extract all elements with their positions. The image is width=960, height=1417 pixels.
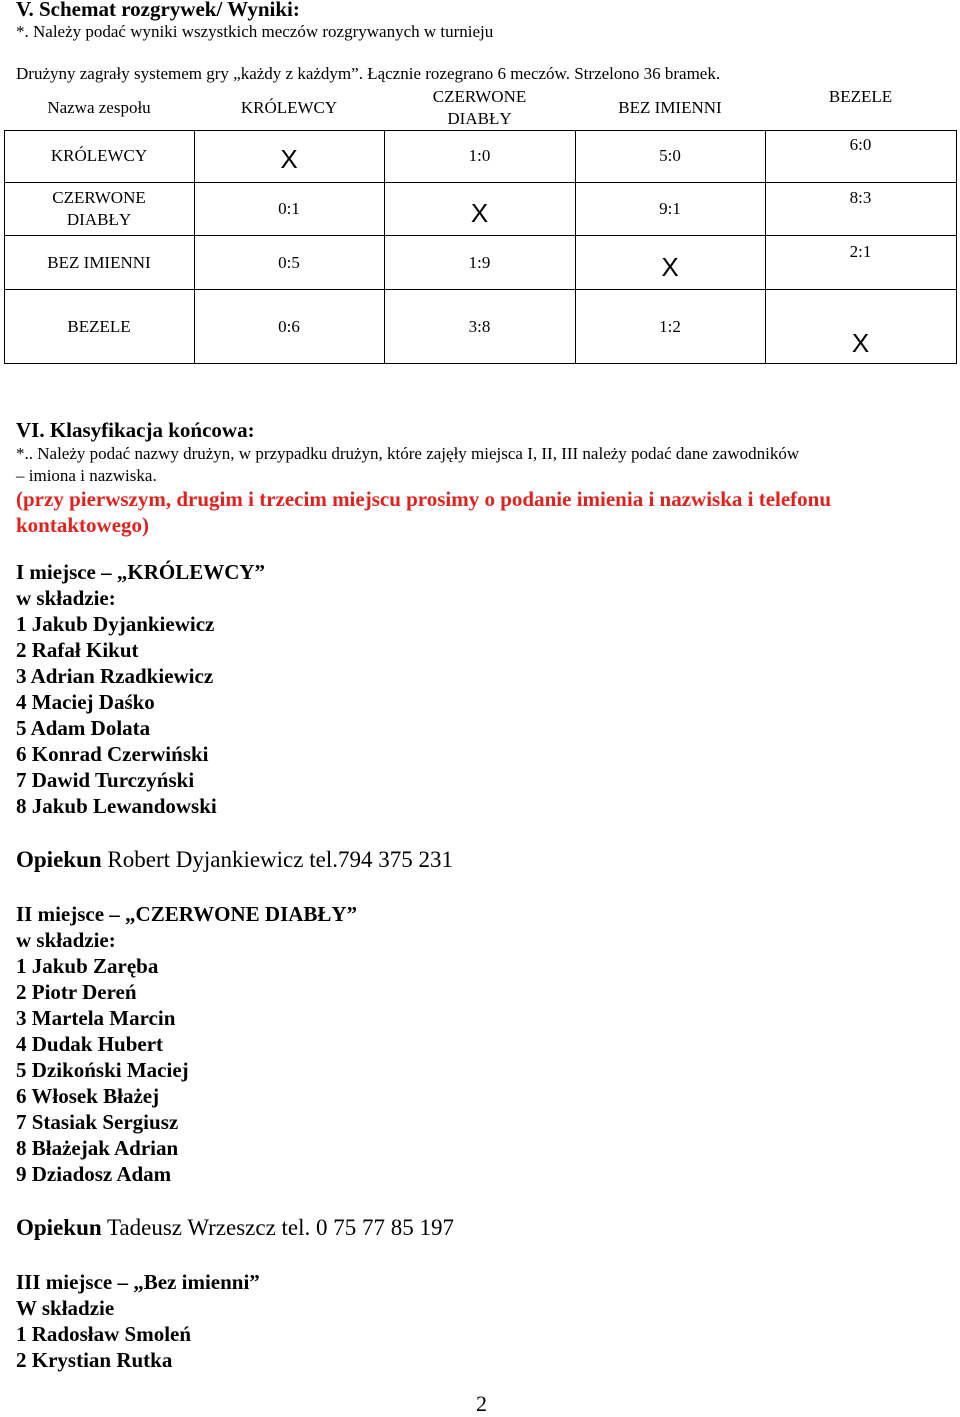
section-6-heading: VI. Klasyfikacja końcowa: bbox=[16, 418, 255, 442]
column-header-czerwone: CZERWONE bbox=[432, 87, 527, 106]
place-1-title: I miejsce – „KRÓLEWCY” bbox=[16, 560, 266, 584]
column-header-bezele: BEZELE bbox=[828, 87, 893, 106]
score-cell: 0:5 bbox=[278, 253, 300, 272]
cross-mark: X bbox=[851, 328, 870, 358]
score-cell: 5:0 bbox=[659, 146, 681, 165]
score-cell: 6:0 bbox=[849, 135, 872, 154]
table-rule bbox=[4, 182, 956, 183]
coach-label: Opiekun bbox=[16, 1215, 102, 1240]
place-2-coach bbox=[16, 1215, 454, 1241]
player-item: 9 Dziadosz Adam bbox=[16, 1162, 172, 1186]
score-cell: 0:6 bbox=[278, 317, 300, 336]
row-label: DIABŁY bbox=[66, 210, 132, 229]
player-item: 1 Jakub Dyjankiewicz bbox=[16, 612, 215, 636]
score-cell: 8:3 bbox=[849, 188, 872, 207]
table-rule bbox=[4, 130, 956, 131]
score-cell: 1:9 bbox=[468, 253, 491, 272]
player-item: 3 Martela Marcin bbox=[16, 1006, 176, 1030]
table-rule bbox=[4, 363, 956, 364]
player-item: 8 Błażejak Adrian bbox=[16, 1136, 179, 1160]
table-corner-header: Nazwa zespołu bbox=[47, 98, 151, 117]
place-2-title: II miejsce – „CZERWONE DIABŁY” bbox=[16, 902, 358, 926]
score-cell: 0:1 bbox=[278, 199, 300, 218]
score-cell: 2:1 bbox=[849, 242, 872, 261]
row-label: CZERWONE bbox=[52, 188, 146, 207]
player-item: 5 Adam Dolata bbox=[16, 716, 151, 740]
row-label: BEZ IMIENNI bbox=[47, 253, 151, 272]
place-1-squad-label: w składzie: bbox=[16, 586, 116, 610]
score-cell: 1:2 bbox=[659, 317, 681, 336]
section-6-note: *.. Należy podać nazwy drużyn, w przypadku drużyn, które zajęły miejsca I, II, III należy podać dane zawodników bbox=[16, 444, 800, 463]
score-cell: 1:0 bbox=[468, 146, 491, 165]
score-cell: 9:1 bbox=[659, 199, 681, 218]
column-header-diably: DIABŁY bbox=[447, 109, 512, 128]
contact-request-note: (przy pierwszym, drugim i trzecim miejscu prosimy o podanie imienia i nazwiska i telefonu bbox=[16, 487, 832, 511]
row-label: BEZELE bbox=[67, 317, 131, 336]
coach-details: Robert Dyjankiewicz tel.794 375 231 bbox=[101, 847, 453, 872]
player-item: 7 Dawid Turczyński bbox=[16, 768, 195, 792]
player-item: 3 Adrian Rzadkiewicz bbox=[16, 664, 214, 688]
column-header-krolewcy: KRÓLEWCY bbox=[240, 98, 338, 117]
score-cell: 3:8 bbox=[468, 317, 491, 336]
player-item: 6 Włosek Błażej bbox=[16, 1084, 160, 1108]
player-item: 4 Maciej Daśko bbox=[16, 690, 155, 714]
column-header-bez-imienni: BEZ IMIENNI bbox=[618, 98, 722, 117]
contact-request-note-cont: kontaktowego) bbox=[16, 513, 150, 537]
coach-label: Opiekun bbox=[16, 847, 102, 872]
page-number: 2 bbox=[476, 1391, 487, 1416]
section-5-note: *. Należy podać wyniki wszystkich meczów rozgrywanych w turnieju bbox=[16, 22, 494, 41]
player-item: 6 Konrad Czerwiński bbox=[16, 742, 209, 766]
place-3-title: III miejsce – „Bez imienni” bbox=[16, 1270, 260, 1294]
table-rule bbox=[4, 289, 956, 290]
place-1-coach bbox=[16, 847, 453, 873]
player-item: 2 Piotr Dereń bbox=[16, 980, 137, 1004]
table-rule bbox=[956, 130, 957, 364]
cross-mark: X bbox=[470, 198, 489, 228]
player-item: 1 Radosław Smoleń bbox=[16, 1322, 192, 1346]
place-3-squad-label: W składzie bbox=[16, 1296, 115, 1320]
place-2-squad-label: w składzie: bbox=[16, 928, 116, 952]
player-item: 4 Dudak Hubert bbox=[16, 1032, 164, 1056]
cross-mark: X bbox=[661, 252, 679, 282]
player-item: 5 Dzikoński Maciej bbox=[16, 1058, 189, 1082]
cross-mark: X bbox=[280, 144, 298, 174]
section-5-summary: Drużyny zagrały systemem gry „każdy z każdym”. Łącznie rozegrano 6 meczów. Strzelono 36 bramek. bbox=[16, 64, 721, 83]
row-label: KRÓLEWCY bbox=[50, 146, 148, 165]
player-item: 2 Krystian Rutka bbox=[16, 1348, 173, 1372]
section-5-heading: V. Schemat rozgrywek/ Wyniki: bbox=[16, 0, 300, 21]
coach-details: Tadeusz Wrzeszcz tel. 0 75 77 85 197 bbox=[101, 1215, 455, 1240]
section-6-note-cont: – imiona i nazwiska. bbox=[16, 466, 157, 485]
player-item: 2 Rafał Kikut bbox=[16, 638, 139, 662]
player-item: 1 Jakub Zaręba bbox=[16, 954, 159, 978]
table-rule bbox=[4, 235, 956, 236]
player-item: 8 Jakub Lewandowski bbox=[16, 794, 217, 818]
player-item: 7 Stasiak Sergiusz bbox=[16, 1110, 179, 1134]
